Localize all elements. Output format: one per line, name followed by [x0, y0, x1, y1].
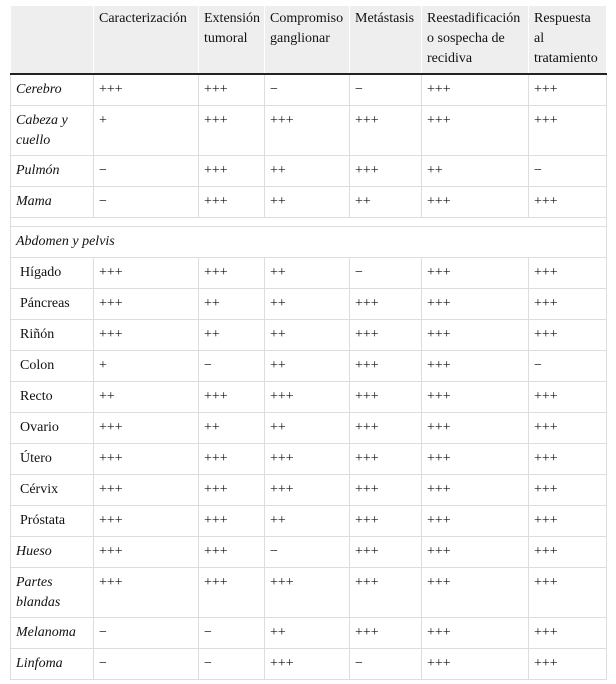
- value-cell: ++: [199, 413, 265, 444]
- value-cell: +++: [529, 187, 607, 218]
- value-cell: −: [265, 537, 350, 568]
- value-cell: ++: [265, 413, 350, 444]
- value-cell: +++: [422, 289, 529, 320]
- value-cell: +++: [529, 568, 607, 618]
- value-cell: +++: [94, 258, 199, 289]
- value-cell: ++: [265, 289, 350, 320]
- value-cell: +++: [529, 444, 607, 475]
- value-cell: +++: [94, 506, 199, 537]
- organ-cell: Hígado: [11, 258, 94, 289]
- value-cell: ++: [350, 187, 422, 218]
- value-cell: ++: [265, 258, 350, 289]
- header-caracterizacion: Caracterización: [94, 6, 199, 74]
- value-cell: +++: [94, 74, 199, 106]
- value-cell: +++: [265, 568, 350, 618]
- organ-cell: Páncreas: [11, 289, 94, 320]
- imaging-indications-table: [10, 6, 607, 680]
- value-cell: +++: [529, 289, 607, 320]
- table-row: [11, 506, 607, 537]
- value-cell: +++: [529, 74, 607, 106]
- value-cell: ++: [265, 320, 350, 351]
- value-cell: +++: [350, 289, 422, 320]
- value-cell: +++: [199, 156, 265, 187]
- value-cell: +++: [422, 506, 529, 537]
- table-row: [11, 537, 607, 568]
- header-extension: Extensión tumoral: [199, 6, 265, 74]
- header-organ: [11, 6, 94, 74]
- organ-cell: Recto: [11, 382, 94, 413]
- value-cell: −: [94, 618, 199, 649]
- value-cell: ++: [422, 156, 529, 187]
- value-cell: +++: [422, 475, 529, 506]
- organ-cell: Cerebro: [11, 74, 94, 106]
- value-cell: ++: [265, 351, 350, 382]
- value-cell: +++: [350, 156, 422, 187]
- value-cell: +++: [94, 320, 199, 351]
- value-cell: +++: [529, 413, 607, 444]
- value-cell: ++: [199, 320, 265, 351]
- table-row: [11, 156, 607, 187]
- value-cell: +++: [94, 413, 199, 444]
- table-row: [11, 568, 607, 618]
- value-cell: +++: [422, 618, 529, 649]
- organ-cell: Pulmón: [11, 156, 94, 187]
- value-cell: +++: [529, 320, 607, 351]
- value-cell: +++: [94, 568, 199, 618]
- organ-cell: Mama: [11, 187, 94, 218]
- value-cell: +++: [529, 649, 607, 680]
- value-cell: ++: [265, 506, 350, 537]
- value-cell: −: [350, 649, 422, 680]
- value-cell: −: [529, 351, 607, 382]
- organ-cell: Hueso: [11, 537, 94, 568]
- value-cell: +++: [199, 444, 265, 475]
- value-cell: −: [350, 74, 422, 106]
- value-cell: +++: [199, 537, 265, 568]
- value-cell: ++: [265, 156, 350, 187]
- value-cell: −: [199, 649, 265, 680]
- value-cell: +++: [350, 413, 422, 444]
- table-row: [11, 258, 607, 289]
- organ-cell: Riñón: [11, 320, 94, 351]
- table-row: [11, 382, 607, 413]
- header-metastasis: Metástasis: [350, 6, 422, 74]
- value-cell: +++: [199, 382, 265, 413]
- organ-cell: Útero: [11, 444, 94, 475]
- header-reestadificacion: Reestadificación o sospecha de recidiva: [422, 6, 529, 74]
- organ-cell: Colon: [11, 351, 94, 382]
- value-cell: +++: [529, 382, 607, 413]
- value-cell: ++: [199, 289, 265, 320]
- organ-cell: Linfoma: [11, 649, 94, 680]
- table-row: [11, 187, 607, 218]
- header-respuesta: Respuesta al tratamiento: [529, 6, 607, 74]
- value-cell: +++: [94, 289, 199, 320]
- value-cell: +++: [265, 382, 350, 413]
- value-cell: +: [94, 351, 199, 382]
- value-cell: +++: [199, 258, 265, 289]
- value-cell: +++: [422, 444, 529, 475]
- value-cell: +++: [529, 258, 607, 289]
- value-cell: +++: [265, 649, 350, 680]
- value-cell: +++: [265, 475, 350, 506]
- organ-cell: Partes blandas: [11, 568, 94, 618]
- table-body: [11, 74, 607, 680]
- value-cell: +++: [422, 537, 529, 568]
- table-row: [11, 106, 607, 156]
- value-cell: +++: [199, 74, 265, 106]
- table-row: [11, 618, 607, 649]
- table-row: [11, 444, 607, 475]
- value-cell: +++: [422, 74, 529, 106]
- value-cell: +++: [199, 506, 265, 537]
- organ-cell: Melanoma: [11, 618, 94, 649]
- table-row: [11, 289, 607, 320]
- section-label: Abdomen y pelvis: [11, 227, 607, 258]
- value-cell: −: [529, 156, 607, 187]
- value-cell: +++: [422, 258, 529, 289]
- value-cell: −: [265, 74, 350, 106]
- table-row: [11, 320, 607, 351]
- value-cell: +++: [199, 568, 265, 618]
- value-cell: +++: [350, 568, 422, 618]
- value-cell: +++: [422, 320, 529, 351]
- value-cell: +++: [422, 568, 529, 618]
- value-cell: +++: [350, 475, 422, 506]
- value-cell: −: [199, 618, 265, 649]
- table-row: [11, 351, 607, 382]
- value-cell: −: [350, 258, 422, 289]
- value-cell: +++: [350, 320, 422, 351]
- value-cell: +++: [199, 475, 265, 506]
- value-cell: −: [199, 351, 265, 382]
- table-row: [11, 475, 607, 506]
- table-row: [11, 74, 607, 106]
- value-cell: +++: [422, 382, 529, 413]
- value-cell: +++: [199, 187, 265, 218]
- value-cell: +++: [422, 649, 529, 680]
- value-cell: +++: [350, 444, 422, 475]
- spacer-cell: [11, 218, 607, 227]
- value-cell: ++: [265, 618, 350, 649]
- value-cell: +++: [529, 506, 607, 537]
- value-cell: +++: [350, 537, 422, 568]
- value-cell: +++: [265, 444, 350, 475]
- organ-cell: Cérvix: [11, 475, 94, 506]
- value-cell: −: [94, 187, 199, 218]
- organ-cell: Cabeza y cuello: [11, 106, 94, 156]
- table-row: [11, 413, 607, 444]
- value-cell: +++: [529, 618, 607, 649]
- value-cell: +++: [529, 106, 607, 156]
- header-row: [11, 6, 607, 74]
- spacer-row: [11, 218, 607, 227]
- value-cell: +++: [422, 413, 529, 444]
- organ-cell: Próstata: [11, 506, 94, 537]
- value-cell: +: [94, 106, 199, 156]
- value-cell: +++: [350, 351, 422, 382]
- value-cell: +++: [350, 618, 422, 649]
- value-cell: −: [94, 156, 199, 187]
- value-cell: +++: [199, 106, 265, 156]
- value-cell: +++: [350, 506, 422, 537]
- value-cell: +++: [422, 187, 529, 218]
- value-cell: +++: [94, 475, 199, 506]
- header-ganglionar: Compromiso ganglionar: [265, 6, 350, 74]
- organ-cell: Ovario: [11, 413, 94, 444]
- value-cell: +++: [422, 351, 529, 382]
- value-cell: +++: [94, 537, 199, 568]
- value-cell: +++: [529, 537, 607, 568]
- section-row: [11, 227, 607, 258]
- value-cell: −: [94, 649, 199, 680]
- value-cell: +++: [350, 106, 422, 156]
- value-cell: +++: [350, 382, 422, 413]
- value-cell: +++: [265, 106, 350, 156]
- value-cell: ++: [94, 382, 199, 413]
- value-cell: ++: [265, 187, 350, 218]
- value-cell: +++: [529, 475, 607, 506]
- value-cell: +++: [94, 444, 199, 475]
- table-row: [11, 649, 607, 680]
- value-cell: +++: [422, 106, 529, 156]
